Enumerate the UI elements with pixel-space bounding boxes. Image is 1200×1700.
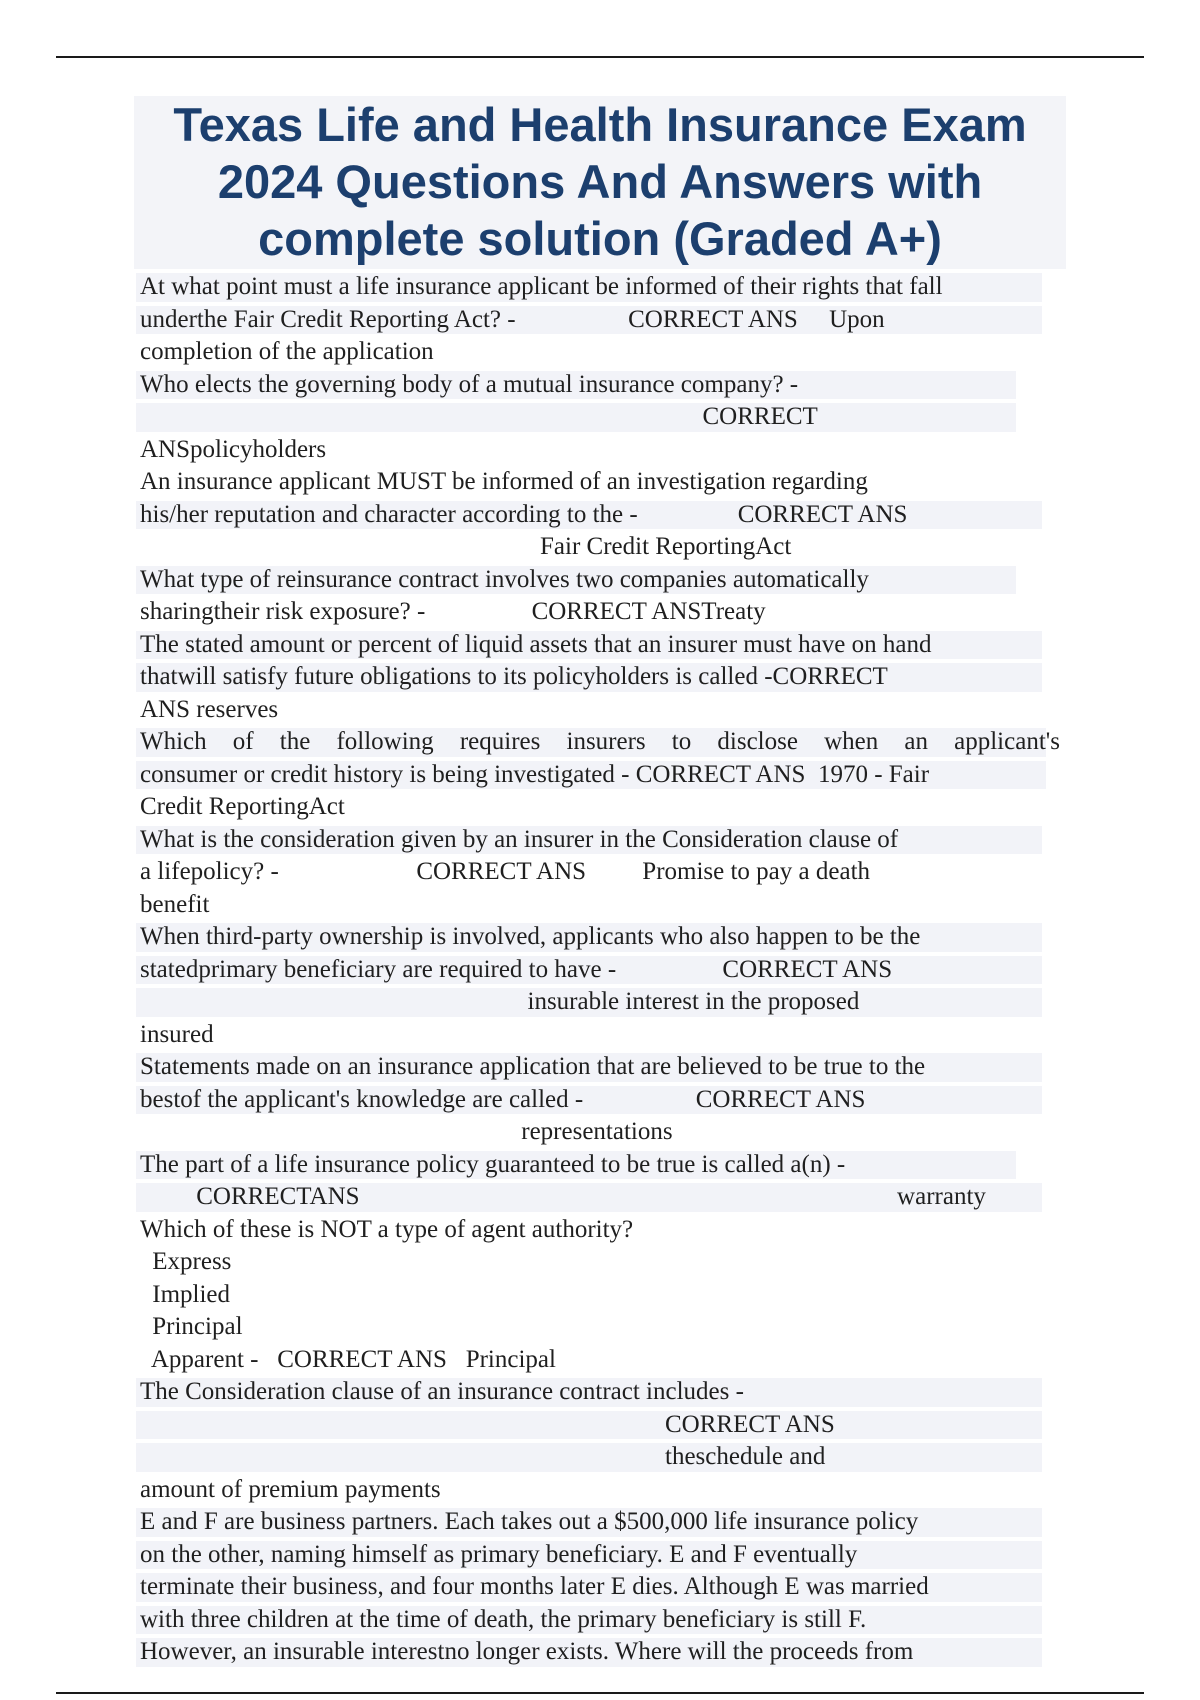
text-line: thatwill satisfy future obligations to its policyholders is called -CORRECT bbox=[140, 661, 1060, 694]
text-line: Credit ReportingAct bbox=[140, 793, 345, 820]
text-line: ANS reserves bbox=[140, 695, 279, 723]
text-line: benefit bbox=[140, 890, 210, 918]
text-line: What type of reinsurance contract involves two companies automatically bbox=[140, 564, 1060, 597]
text-line: CORRECT bbox=[140, 401, 1060, 434]
text-line: ANSpolicyholders bbox=[140, 435, 327, 463]
text-line: underthe Fair Credit Reporting Act? - CORRECT ANS Upon bbox=[140, 304, 1060, 337]
text-line: An insurance applicant MUST be informed of an investigation regarding bbox=[140, 468, 868, 495]
title-line: Texas Life and Health Insurance Exam bbox=[173, 98, 1027, 151]
text-line: When third-party ownership is involved, applicants who also happen to be the bbox=[140, 921, 1060, 954]
text-line: theschedule and bbox=[140, 1441, 1060, 1474]
text-line: The part of a life insurance policy guaranteed to be true is called a(n) - bbox=[140, 1149, 1060, 1182]
text-line: statedprimary beneficiary are required to have - CORRECT ANS bbox=[140, 954, 1060, 987]
bottom-rule bbox=[56, 1692, 1144, 1694]
text-line: What is the consideration given by an insurer in the Consideration clause of bbox=[140, 824, 1060, 857]
title-line: 2024 Questions And Answers with bbox=[217, 155, 983, 208]
text-line: The stated amount or percent of liquid assets that an insurer must have on hand bbox=[140, 629, 1060, 662]
text-line: terminate their business, and four months later E dies. Although E was married bbox=[140, 1571, 1060, 1604]
text-line: insured bbox=[140, 1020, 214, 1048]
text-line: Fair Credit ReportingAct bbox=[140, 533, 792, 560]
text-line: E and F are business partners. Each takes out a $500,000 life insurance policy bbox=[140, 1506, 1060, 1539]
text-line: However, an insurable interestno longer exists. Where will the proceeds from bbox=[140, 1636, 1060, 1669]
text-line: The Consideration clause of an insurance contract includes - bbox=[140, 1376, 1060, 1409]
text-line: sharingtheir risk exposure? - CORRECT ANSTreaty bbox=[140, 598, 766, 625]
text-line: a lifepolicy? - CORRECT ANS Promise to pay a death bbox=[140, 858, 871, 885]
text-line: with three children at the time of death, the primary beneficiary is still F. bbox=[140, 1604, 1060, 1637]
text-line: bestof the applicant's knowledge are called - CORRECT ANS bbox=[140, 1084, 1060, 1117]
text-line: completion of the application bbox=[140, 338, 434, 365]
top-rule bbox=[56, 56, 1144, 58]
text-line: representations bbox=[140, 1118, 673, 1145]
text-line: Which of these is NOT a type of agent authority? bbox=[140, 1215, 634, 1243]
list-item: Principal bbox=[146, 1313, 243, 1340]
text-line: consumer or credit history is being investigated - CORRECT ANS 1970 - Fair bbox=[140, 759, 1060, 792]
text-line: Who elects the governing body of a mutual insurance company? - bbox=[140, 369, 1060, 402]
document-body bbox=[140, 96, 1060, 1669]
text-line: At what point must a life insurance applicant be informed of their rights that fall bbox=[140, 271, 1060, 304]
list-item: Implied bbox=[146, 1280, 231, 1308]
title-line: complete solution (Graded A+) bbox=[258, 212, 942, 265]
text-line: insurable interest in the proposed bbox=[140, 986, 1060, 1019]
text-line: CORRECTANS warranty bbox=[140, 1181, 1060, 1214]
text-line: CORRECT ANS bbox=[140, 1409, 1060, 1442]
document-title bbox=[134, 96, 1066, 269]
text-line: Which of the following requires insurers to disclose when an applicant's bbox=[140, 726, 1060, 759]
list-item: Express bbox=[146, 1248, 232, 1275]
list-item: Apparent - CORRECT ANS Principal bbox=[146, 1345, 556, 1373]
text-line: his/her reputation and character according to the - CORRECT ANS bbox=[140, 499, 1060, 532]
text-line: on the other, naming himself as primary beneficiary. E and F eventually bbox=[140, 1539, 1060, 1572]
text-line: Statements made on an insurance application that are believed to be true to the bbox=[140, 1051, 1060, 1084]
text-line: amount of premium payments bbox=[140, 1475, 441, 1503]
